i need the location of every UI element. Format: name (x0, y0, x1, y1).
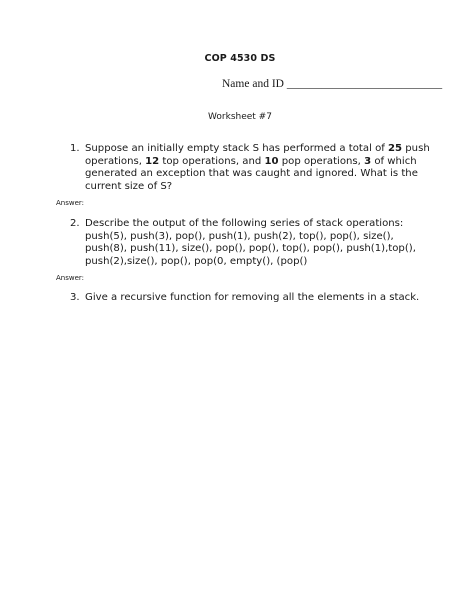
answer-label-2: Answer: (56, 274, 85, 282)
course-title: COP 4530 DS (204, 53, 276, 64)
question-text (85, 143, 433, 193)
question-text-part: push operations, (85, 143, 433, 167)
question-text: Give a recursive function for removing all the elements in a stack. (85, 292, 420, 303)
question-number-emphasis: 12 (145, 155, 160, 167)
question-text-part: pop operations, (278, 155, 365, 167)
question-text-part: Suppose an initially empty stack S has performed a total of (85, 143, 389, 154)
question-number-emphasis: 25 (388, 143, 403, 154)
question-text-part: of which generated an exception that was caught and ignored. What is the current size of S? (85, 155, 422, 192)
question-text: Describe the output of the following series of stack operations: push(5), push(3), pop(), push(1), push(2), top(), pop(), size(), push(8), push(11), size(), pop(), pop(), top(), pop(), push(1),top(), push(2),size(), pop(), pop(0, empty(), (pop() (85, 218, 416, 267)
worksheet-title: Worksheet #7 (208, 112, 272, 122)
answer-label-1: Answer: (56, 199, 85, 207)
question-text-part: top operations, and (159, 155, 265, 167)
name-and-id-line: Name and ID ___________________________ (222, 78, 443, 90)
question-number-emphasis: 10 (264, 155, 279, 167)
question-number-emphasis: 3 (364, 155, 372, 167)
question-number: 2. (70, 218, 80, 229)
question-number: 3. (70, 292, 80, 303)
question-number: 1. (70, 143, 80, 154)
